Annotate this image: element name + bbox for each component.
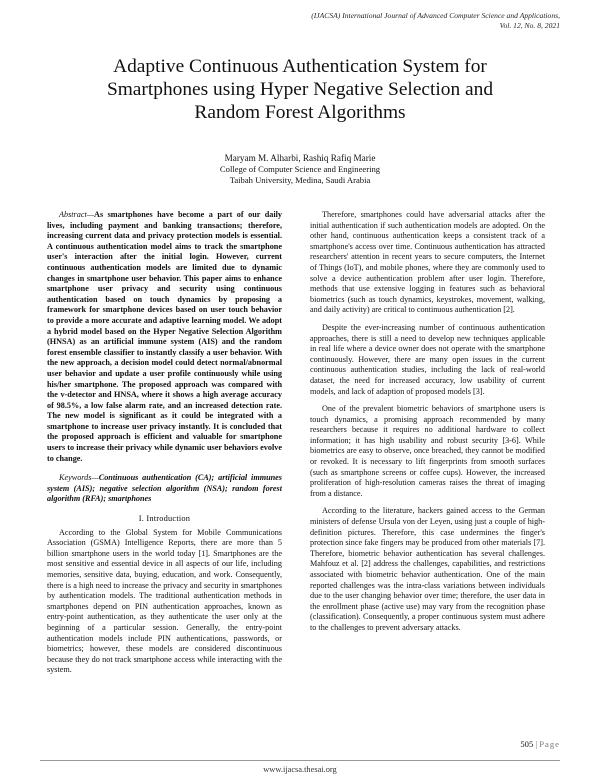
journal-header <box>200 11 560 31</box>
keywords-lead: Keywords— <box>59 473 99 483</box>
body-paragraph-1: Therefore, smartphones could have adversarial attacks after the initial authentication if such authentication models are adopted. On the other hand, continuous authentication keeps a consistent track of a smartphone's access over time. Continuous authentication has attracted researchers' attention in recent years to secure computers, the Internet of Things (IoT), and mobile phones, where they are commonly used to solve a device authentication problem after user login. Therefore, methods that use extensive logging in features such as behavioral biometrics (such as touch dynamics, keystrokes, movement, walking, and daily activity) are critical to continuous authentication [2]. <box>310 210 545 315</box>
intro-paragraph: According to the Global System for Mobile Communications Association (GSMA) Intelligence Reports, there are more than 5 billion smartphone users in the world today [1]. Smartphones are the most sensitive and essential device in all aspects of our life, including memories, sensitive data, buying, education, and work. Consequently, there is a high need to increase the privacy and security in smartphones by authentication models. The traditional authentication methods in smartphones depend on PIN authentication approaches, known as entry-point authentication, as they authenticate the user only at the beginning of a particular session. Generally, the entry-point authentication models include PIN authentications, passwords, or biometrics; however, these models are considered discontinuous because they do not track smartphone access while interacting with the system. <box>47 527 282 675</box>
abstract-text: As smartphones have become a part of our daily lives, including payment and banking transactions; therefore, increasing current data and privacy protection models is essential. A continuous authentication model aims to track the smartphone user's interaction after the initial login. However, current continuous authentication models are limited due to dynamic changes in smartphone user behavior. This paper aims to enhance smartphone user privacy and security using continuous authentication based on touch dynamics by proposing a framework for smartphone devices based on user touch behavior to provide a more accurate and adaptive learning model. We adopt a hybrid model based on the Hyper Negative Selection Algorithm (HNSA) as an artificial immune system (AIS) and the random forest ensemble classifier to instantly classify a user behavior. With the new approach, a decision model could detect normal/abnormal user behavior and update a user profile continuously while using his/her smartphone. The proposed approach was compared with the v-detector and HNSA, where it shows a high average accuracy of 98.5%, a low false alarm rate, and an increased detection rate. The new model is significant as it could be integrated with a smartphone to increase user privacy instantly. It is concluded that the proposed approach is efficient and valuable for smartphone users to increase their privacy while dynamic user behaviors evolve to change. <box>47 210 282 463</box>
footer-divider <box>40 760 560 761</box>
page-number <box>440 739 560 749</box>
section-heading-introduction: I. Introduction <box>138 514 191 524</box>
title-line-1: Adaptive Continuous Authentication System for <box>113 56 487 77</box>
author-affiliation-dept: College of Computer Science and Engineering <box>219 164 381 174</box>
left-column <box>47 210 282 683</box>
abstract <box>47 210 282 464</box>
journal-volume: Vol. 12, No. 8, 2021 <box>499 21 560 30</box>
author-block <box>40 152 560 186</box>
page-number-value: 505 <box>520 739 534 749</box>
body-paragraph-3: One of the prevalent biometric behaviors of smartphone users is touch dynamics, a promising approach recommended by many researchers because it requires no additional hardware to collect information; it has high usability and robust security [3-6]. While biometrics are easy to observe, once breached, they cannot be modified or revoked. It is necessary to lift fingerprints from smooth surfaces (such as smartphone screens or coffee cups). However, the increased proliferation of high-resolution cameras raises the threat of imaging from a distance. <box>310 404 545 498</box>
author-affiliation-univ: Taibah University, Medina, Saudi Arabia <box>229 175 371 185</box>
body-paragraph-2: Despite the ever-increasing number of continuous authentication approaches, there is still a need to develop new techniques applicable in real life where a device owner does not operate with the smartphone continuously. However, there are many open issues in the current continuous authentication studies, including the lack of real-world dataset, the need for increased accuracy, low usability of current models, and lack of adaption of proposed models [3]. <box>310 322 545 396</box>
keywords <box>47 473 282 505</box>
page-label: Page <box>539 739 560 749</box>
keywords-text: Continuous authentication (CA); artificial immunes system (AIS); negative selection algorithm (NSA); random forest algorithm (RFA); smartphones <box>47 473 282 504</box>
body-paragraph-4: According to the literature, hackers gained access to the German ministers of defense Ursula von der Leyen, using just a couple of high-definition pictures. Therefore, this case undermines the finger's protection since fake fingers may be produced from other materials [7]. Therefore, biometric behavior authentication has several challenges. Mahfouz et al. [2] address the challenges, capabilities, and restrictions associated with biometric behavior authentication. One of the main reported challenges was the intra-class variations between individuals due to the user changing behavior over time; therefore, the user data in the enrollment phase (active use) may vary from the recognition phase (classification). Consequently, a proper continuous system must adhere to the challenges to prevent adversary attacks. <box>310 506 545 632</box>
title-line-2: Smartphones using Hyper Negative Selection and <box>106 79 494 100</box>
page-number-separator: | <box>533 739 540 749</box>
title-line-3: Random Forest Algorithms <box>194 102 406 123</box>
abstract-lead: Abstract— <box>59 210 95 219</box>
paper-title <box>40 55 560 124</box>
right-column <box>310 210 545 641</box>
footer-website[interactable]: www.ijacsa.thesai.org <box>263 765 337 774</box>
author-names: Maryam M. Alharbi, Rashiq Rafiq Marie <box>224 153 376 163</box>
journal-name: (IJACSA) International Journal of Advanced Computer Science and Applications, <box>311 11 560 20</box>
